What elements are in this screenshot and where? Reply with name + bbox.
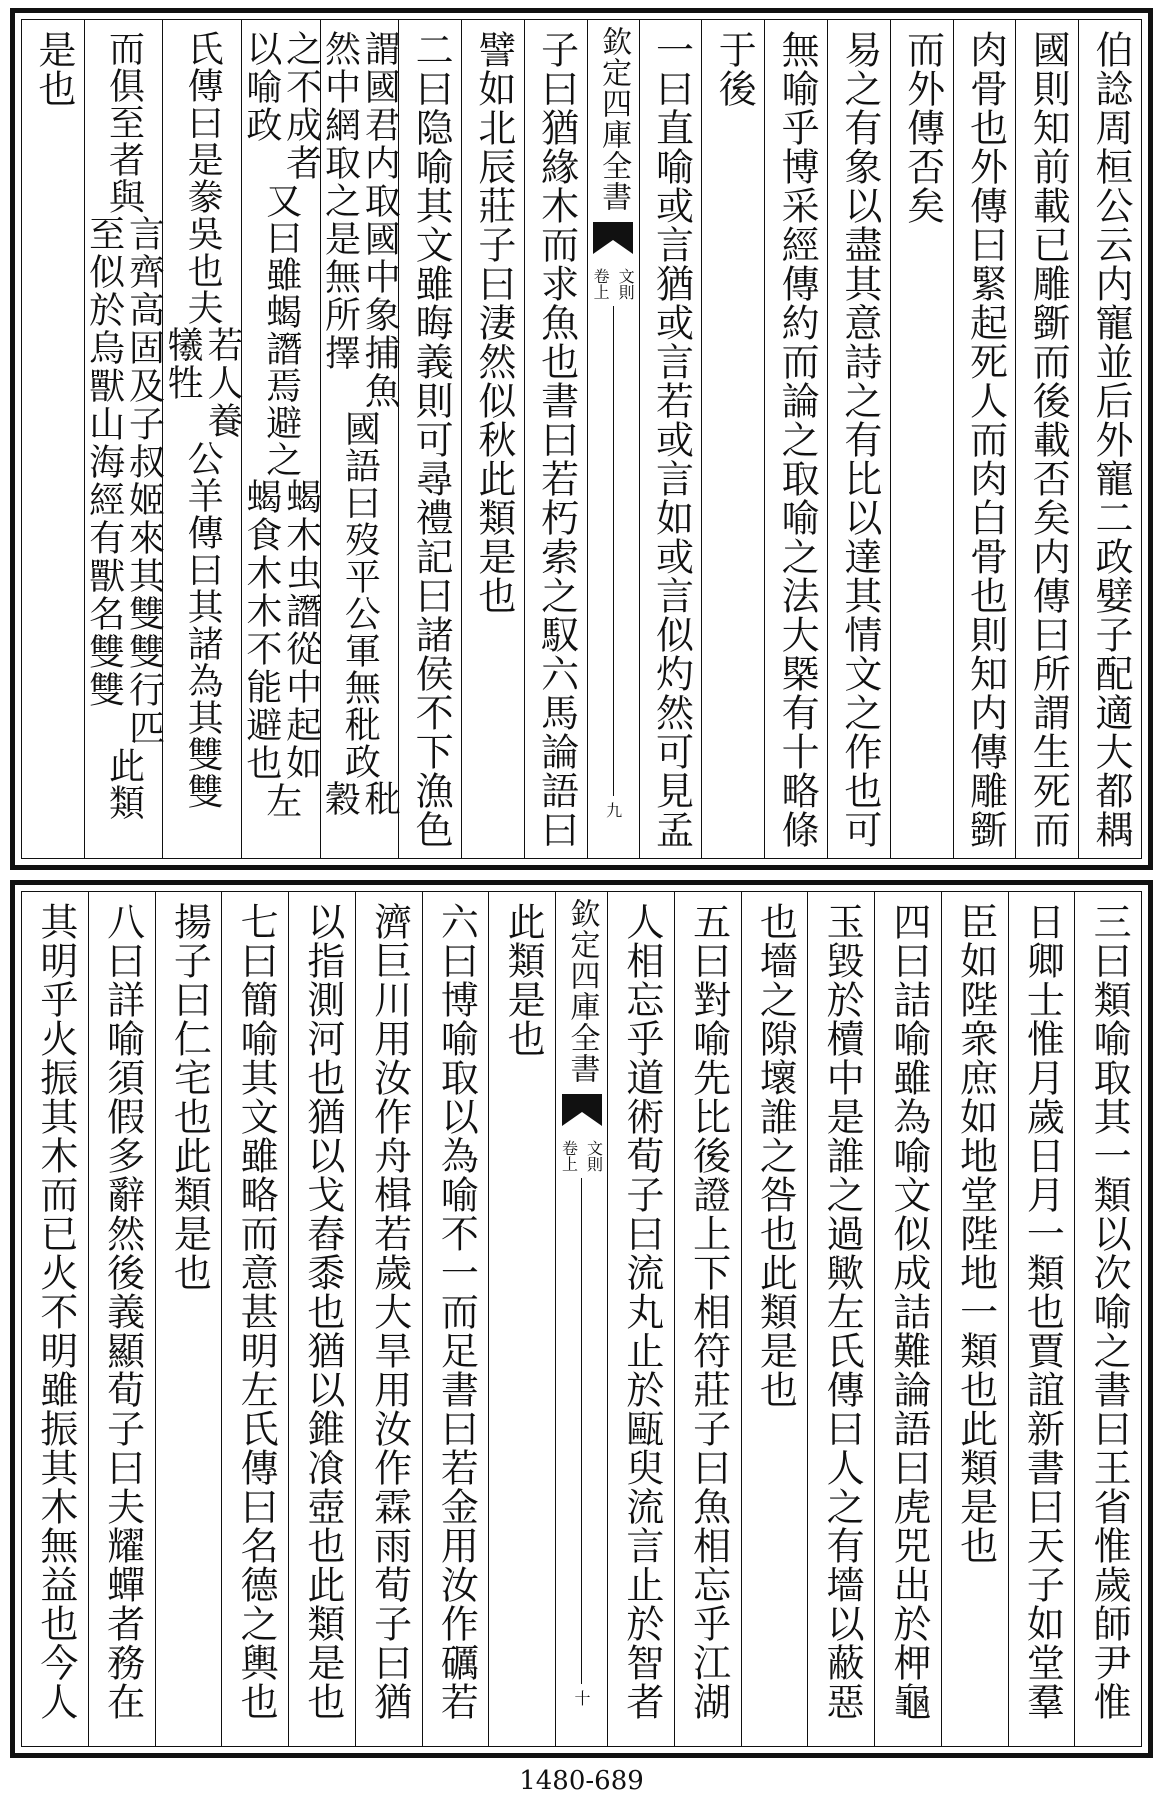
text-column	[288, 892, 355, 1746]
center-banner	[555, 892, 607, 1746]
text-column	[701, 20, 764, 858]
banner-rule	[581, 1178, 582, 1684]
note-line: 謂國君内取國中象捕魚	[359, 30, 401, 410]
note-line: 蝎食木木不能避也	[240, 478, 282, 782]
column-text: 也墻之隙壞誰之咎也此類是也	[753, 902, 798, 1409]
text-column	[807, 892, 874, 1746]
note-line: 犧牲	[162, 326, 204, 402]
column-text: 人相忘乎道術荀子曰流丸止於甌臾流言止於智者	[619, 902, 664, 1721]
top-page	[10, 8, 1153, 870]
interlinear-note	[242, 478, 320, 782]
column-text: 易之有象以盡其意詩之有比以達其情文之作也可	[837, 30, 882, 849]
interlinear-note	[85, 215, 163, 747]
column-text: 其明乎火振其木而已火不明雖振其木無益也今人	[33, 902, 78, 1721]
column-text: 又曰雖蝎譖焉避之	[260, 182, 302, 478]
column-text: 子曰猶緣木而求魚也書曰若朽索之馭六馬論語曰	[534, 30, 579, 849]
column-text: 四曰詰喻雖為喻文似成詰難論語曰虎兕出於柙龜	[886, 902, 931, 1721]
fishtail-mark-icon	[591, 218, 635, 258]
column-text: 是也	[31, 30, 76, 108]
text-column-with-notes	[162, 20, 244, 858]
column-text: 三曰類喻取其一類以次喻之書曰王省惟歲師尹惟	[1087, 902, 1132, 1721]
bottom-page-columns	[21, 891, 1142, 1747]
column-text: 公羊傳曰其諸為其雙雙	[182, 440, 224, 810]
book-title: 欽定四庫全書	[596, 26, 632, 212]
column-text: 而俱至者與	[103, 30, 145, 215]
text-column	[524, 20, 587, 858]
volume-label	[558, 1140, 606, 1172]
column-text: 肉骨也外傳曰緊起死人而肉白骨也則知内傳雕斵	[963, 30, 1008, 849]
note-line: 以喻政	[240, 30, 282, 144]
text-column	[827, 20, 890, 858]
text-column	[639, 20, 702, 858]
column-text: 此類是也	[501, 902, 546, 1058]
text-column	[488, 892, 555, 1746]
column-text: 伯諗周桓公云内寵並后外寵二政嬖子配適大都耦	[1089, 30, 1134, 849]
text-column	[461, 20, 524, 858]
column-text: 于後	[712, 30, 757, 108]
text-column	[221, 892, 288, 1746]
column-text: 五曰對喻先比後證上下相符莊子曰魚相忘乎江湖	[686, 902, 731, 1721]
text-column	[941, 892, 1008, 1746]
column-text: 六曰博喻取以為喻不一而足書曰若金用汝作礪若	[434, 902, 479, 1721]
volume-text: 卷上	[591, 268, 611, 300]
column-text: 譬如北辰莊子曰淒然似秋此類是也	[471, 30, 516, 615]
text-column	[1078, 20, 1141, 858]
note-line: 穀	[319, 780, 361, 818]
text-column	[1015, 20, 1078, 858]
bottom-page	[10, 880, 1153, 1758]
column-text: 以指測河也猶以戈舂黍也猶以錐飡壺也此類是也	[300, 902, 345, 1721]
note-line: 蝎木虫譖從中起如	[280, 478, 322, 782]
interlinear-note	[321, 30, 399, 410]
book-title: 欽定四庫全書	[564, 898, 600, 1084]
page-code: 1480-689	[519, 1766, 644, 1796]
column-text: 二曰隐喻其文雖晦義則可尋禮記曰諸侯不下漁色	[409, 30, 454, 849]
column-text: 而外傳否矣	[900, 30, 945, 225]
text-column	[674, 892, 741, 1746]
column-text: 玉毀於櫝中是誰之過歟左氏傳曰人之有墻以蔽惡	[820, 902, 865, 1721]
text-column-with-notes	[241, 20, 320, 858]
text-column-with-notes	[320, 20, 399, 858]
text-column	[88, 892, 155, 1746]
volume-text: 卷上	[559, 1140, 579, 1172]
text-column	[1074, 892, 1141, 1746]
note-line: 言齊高固及子叔姬來其雙雙行匹	[123, 215, 165, 747]
volume-label	[589, 268, 637, 300]
note-line: 然中網取之是無所擇	[319, 30, 361, 372]
text-column	[422, 892, 489, 1746]
volume-text: 文則	[584, 1140, 604, 1172]
column-text: 無喻乎博采經傳約而論之取喻之法大槩有十略條	[775, 30, 820, 849]
note-line: 若人養	[202, 326, 244, 440]
text-column	[398, 20, 461, 858]
text-column	[953, 20, 1016, 858]
column-text: 七曰簡喻其文雖略而意甚明左氏傳曰名德之輿也	[234, 902, 279, 1721]
column-text: 日卿士惟月歲日月一類也賈誼新書曰天子如堂羣	[1020, 902, 1065, 1721]
interlinear-note	[162, 326, 244, 440]
column-text: 一曰直喻或言猶或言若或言如或言似灼然可見孟	[649, 30, 694, 849]
text-column	[890, 20, 953, 858]
note-line: 秕	[359, 780, 401, 818]
column-text: 濟巨川用汝作舟楫若歲大旱用汝作霖雨荀子曰猶	[367, 902, 412, 1721]
text-column	[1008, 892, 1075, 1746]
column-text: 國則知前載已雕斵而後載否矣内傳曰所謂生死而	[1026, 30, 1071, 849]
volume-text: 文則	[616, 268, 636, 300]
text-column	[22, 20, 84, 858]
note-line: 至似於烏獸山海經有獸名雙雙	[83, 215, 125, 709]
interlinear-note	[321, 780, 399, 818]
text-column	[355, 892, 422, 1746]
leaf-number: 十	[572, 1690, 591, 1706]
column-text: 此類	[103, 747, 145, 821]
column-text: 氏傳曰是豢吳也夫	[182, 30, 224, 326]
text-column	[155, 892, 222, 1746]
fishtail-mark-icon	[560, 1090, 604, 1130]
interlinear-note	[242, 30, 320, 182]
text-column	[874, 892, 941, 1746]
center-banner	[587, 20, 639, 858]
column-text: 臣如陛衆庶如地堂陛地一類也此類是也	[953, 902, 998, 1565]
column-text: 揚子曰仁宅也此類是也	[167, 902, 212, 1292]
column-text: 左	[260, 782, 302, 819]
text-column	[22, 892, 88, 1746]
text-column	[764, 20, 827, 858]
banner-rule	[613, 306, 614, 796]
text-column	[741, 892, 808, 1746]
text-column-with-notes	[84, 20, 163, 858]
top-page-columns	[21, 19, 1142, 859]
text-column	[607, 892, 674, 1746]
note-line: 之不成者	[280, 30, 322, 182]
column-text: 國語曰歿平公軍無秕政	[339, 410, 381, 780]
leaf-number: 九	[603, 802, 623, 818]
column-text: 八曰詳喻須假多辭然後義顯荀子曰夫耀蟬者務在	[100, 902, 145, 1721]
